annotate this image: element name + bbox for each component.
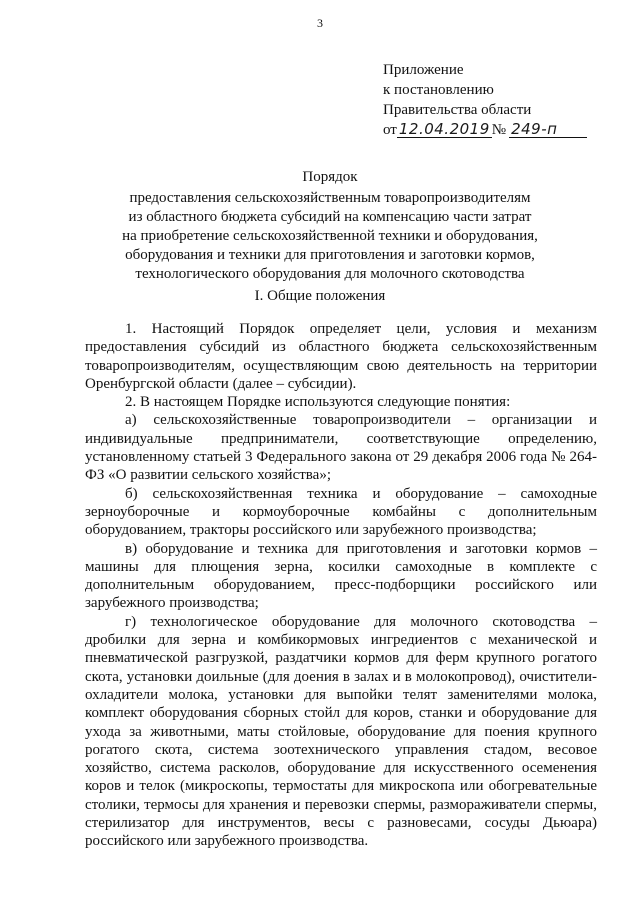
appendix-block [383,60,587,140]
subtitle-line: предоставления сельскохозяйственным товаропроизводителям [129,190,531,206]
appendix-line-2: к постановлению [383,82,494,98]
paragraph: в) оборудование и техника для приготовления и заготовки кормов – машины для плющения зерна, косилки самоходные в комплекте с дополнительным оборудованием, пресс-подборщики российского или зарубежного производства; [85,540,597,612]
subtitle-line: оборудования и техники для приготовления и заготовки кормов, [125,247,535,263]
document-title: Порядок [302,169,358,185]
document-title-block [70,168,590,284]
body-text [85,320,597,851]
subtitle-line: на приобретение сельскохозяйственной техники и оборудования, [122,228,538,244]
subtitle-line: технологического оборудования для молочного скотоводства [135,266,525,282]
appendix-line-3: Правительства области [383,102,532,118]
from-label: от [383,122,397,138]
page-number: 3 [317,16,323,30]
number-label: № [491,122,507,138]
section-heading: I. Общие положения [254,288,386,304]
handwritten-date: 12.04.2019 [398,120,490,138]
paragraph: 1. Настоящий Порядок определяет цели, условия и механизм предоставления субсидий из областного бюджета сельскохозяйственным товаропроизводителям, осуществляющим свою деятельность на территории Оренбургской области (далее – субсидии). [85,321,597,392]
paragraph: а) сельскохозяйственные товаропроизводители – организации и индивидуальные предприниматели, соответствующие определению, установленному статьей 3 Федерального закона от 29 декабря 2006 года № 264-ФЗ «О развитии сельского хозяйства»; [85,412,597,484]
subtitle-line: из областного бюджета субсидий на компенсацию части затрат [128,209,532,225]
handwritten-number: 249-п [509,121,587,138]
appendix-line-1: Приложение [383,62,464,78]
appendix-date-line [383,120,587,140]
paragraph: 2. В настоящем Порядке используются следующие понятия: [125,394,511,411]
paragraph: г) технологическое оборудование для молочного скотоводства – дробилки для зерна и комбикормовых ингредиентов с механической и пневматической разгрузкой, раздатчики кормов для ферм крупного рогатого скота, установки доильные (для доения в залах и в молокопровод), очистители-охладители молока, установки для выпойки телят заменителями молока, комплект оборудования сборных стойл для коров, станки и оборудование для ухода за животными, маты стойловые, оборудование для поения крупного рогатого скота, система зоотехнического управления стадом, весовое хозяйство, система расколов, оборудование для искусственного осеменения коров и телок (микроскопы, термостаты для микроскопа или обогревательные столики, термосы для хранения и перевозки спермы, размораживатели спермы, стерилизатор для инструментов, весы с разновесами, сосуды Дьюара) российского или зарубежного производства. [85,613,597,850]
paragraph: б) сельскохозяйственная техника и оборудование – самоходные зерноуборочные и кормоуборочные комбайны с дополнительным оборудованием, тракторы российского или зарубежного производства; [85,485,597,539]
